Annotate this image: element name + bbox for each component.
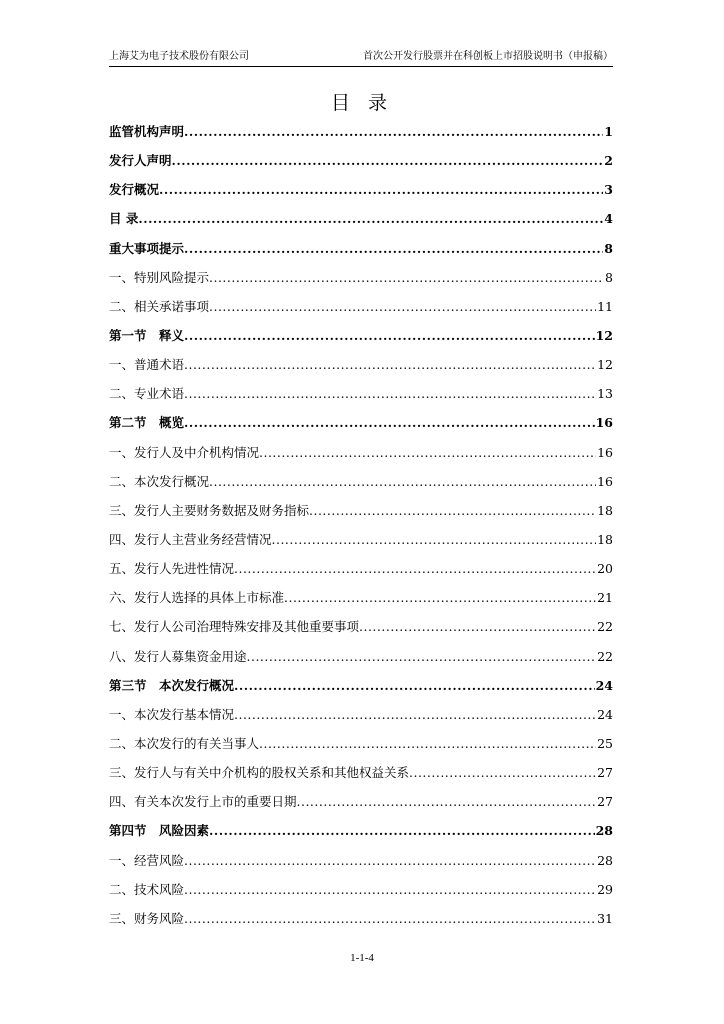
toc-entry-label: 一、本次发行基本情况 xyxy=(109,706,235,722)
toc-leader-dots xyxy=(184,241,603,256)
toc-leader-dots xyxy=(184,415,595,430)
toc-entry[interactable] xyxy=(109,151,613,180)
toc-leader-dots xyxy=(409,765,596,780)
toc-entry-page: 27 xyxy=(597,765,613,781)
toc-leader-dots xyxy=(234,561,596,576)
toc-entry-label: 二、专业术语 xyxy=(109,386,185,402)
toc-entry-label: 六、发行人选择的具体上市标准 xyxy=(109,590,285,606)
toc-entry-page: 29 xyxy=(597,881,613,897)
toc-entry-page: 2 xyxy=(604,153,613,169)
toc-leader-dots xyxy=(259,736,596,751)
toc-entry-page: 12 xyxy=(597,357,613,373)
toc-entry-label: 一、普通术语 xyxy=(109,357,185,373)
page-title: 目 录 xyxy=(330,92,394,114)
toc-entry[interactable] xyxy=(109,443,613,472)
toc-entry-page: 24 xyxy=(595,677,613,693)
toc-leader-dots xyxy=(209,474,596,489)
toc-entry-label: 目 录 xyxy=(109,211,139,227)
toc-entry-label: 发行人声明 xyxy=(109,153,172,169)
toc-leader-dots xyxy=(184,357,596,372)
toc-entry-label: 三、财务风险 xyxy=(109,910,185,926)
toc-entry-label: 四、有关本次发行上市的重要日期 xyxy=(109,794,297,810)
toc-leader-dots xyxy=(184,882,596,897)
toc-entry-label: 二、相关承诺事项 xyxy=(109,298,210,314)
toc-entry-label: 第一节 释义 xyxy=(109,327,185,343)
table-of-contents xyxy=(109,122,613,938)
toc-entry[interactable] xyxy=(109,851,613,880)
toc-entry-label: 八、发行人募集资金用途 xyxy=(109,648,247,664)
toc-leader-dots xyxy=(234,678,595,693)
page-header xyxy=(109,50,613,67)
header-company: 上海艾为电子技术股份有限公司 xyxy=(109,51,249,62)
toc-entry-page: 24 xyxy=(597,706,613,722)
toc-entry[interactable] xyxy=(109,647,613,676)
toc-entry[interactable] xyxy=(109,180,613,209)
toc-entry-label: 监管机构声明 xyxy=(109,124,185,139)
toc-leader-dots xyxy=(172,153,604,168)
toc-entry-label: 重大事项提示 xyxy=(109,240,185,256)
toc-entry-label: 七、发行人公司治理特殊安排及其他重要事项 xyxy=(109,619,360,635)
toc-entry-page: 28 xyxy=(597,852,613,868)
toc-entry-page: 8 xyxy=(604,240,613,256)
toc-entry[interactable] xyxy=(109,734,613,763)
toc-entry-label: 发行概况 xyxy=(109,182,160,198)
toc-entry[interactable] xyxy=(109,792,613,821)
page-number: 1-1-4 xyxy=(350,952,374,964)
toc-leader-dots xyxy=(309,503,596,518)
toc-entry[interactable] xyxy=(109,122,613,151)
toc-leader-dots xyxy=(247,649,597,664)
toc-entry[interactable] xyxy=(109,821,613,850)
toc-leader-dots xyxy=(209,270,604,285)
toc-leader-dots xyxy=(184,124,603,139)
toc-entry[interactable] xyxy=(109,239,613,268)
toc-entry[interactable] xyxy=(109,530,613,559)
toc-entry-label: 第三节 本次发行概况 xyxy=(109,677,235,693)
toc-entry-page: 20 xyxy=(597,561,613,577)
toc-entry-page: 4 xyxy=(604,211,613,227)
toc-entry-label: 一、经营风险 xyxy=(109,852,185,868)
toc-leader-dots xyxy=(159,182,603,197)
toc-entry[interactable] xyxy=(109,559,613,588)
toc-leader-dots xyxy=(272,532,597,547)
toc-entry[interactable] xyxy=(109,880,613,909)
toc-entry-page: 13 xyxy=(597,386,613,402)
toc-entry-page: 22 xyxy=(597,648,613,664)
toc-entry-page: 21 xyxy=(597,590,613,606)
toc-entry[interactable] xyxy=(109,413,613,442)
toc-entry-page: 18 xyxy=(597,531,613,547)
toc-leader-dots xyxy=(184,911,596,926)
toc-entry[interactable] xyxy=(109,384,613,413)
toc-entry-page: 31 xyxy=(597,910,613,926)
toc-entry-page: 18 xyxy=(597,502,613,518)
toc-entry[interactable] xyxy=(109,326,613,355)
toc-entry[interactable] xyxy=(109,588,613,617)
toc-entry-page: 27 xyxy=(597,794,613,810)
toc-leader-dots xyxy=(297,794,597,809)
toc-entry-page: 8 xyxy=(605,269,613,285)
toc-entry[interactable] xyxy=(109,617,613,646)
toc-leader-dots xyxy=(184,328,595,343)
toc-entry-label: 三、发行人主要财务数据及财务指标 xyxy=(109,502,310,518)
toc-leader-dots xyxy=(234,707,596,722)
toc-entry-page: 12 xyxy=(595,327,613,343)
toc-entry[interactable] xyxy=(109,268,613,297)
toc-leader-dots xyxy=(209,299,596,314)
toc-entry-label: 一、特别风险提示 xyxy=(109,269,210,285)
toc-entry[interactable] xyxy=(109,355,613,384)
toc-entry-label: 五、发行人先进性情况 xyxy=(109,561,235,577)
toc-entry-label: 一、发行人及中介机构情况 xyxy=(109,444,260,460)
toc-entry[interactable] xyxy=(109,909,613,938)
toc-entry-page: 28 xyxy=(595,823,613,839)
toc-entry[interactable] xyxy=(109,472,613,501)
toc-entry-page: 25 xyxy=(597,735,613,751)
toc-entry-label: 二、技术风险 xyxy=(109,881,185,897)
toc-entry-page: 22 xyxy=(597,619,613,635)
toc-leader-dots xyxy=(359,619,596,634)
toc-entry-page: 1 xyxy=(604,124,613,139)
toc-entry-page: 16 xyxy=(597,473,613,489)
toc-entry[interactable] xyxy=(109,297,613,326)
toc-entry-label: 二、本次发行的有关当事人 xyxy=(109,735,260,751)
toc-entry-label: 四、发行人主营业务经营情况 xyxy=(109,531,272,547)
toc-entry[interactable] xyxy=(109,763,613,792)
toc-leader-dots xyxy=(184,386,596,401)
toc-entry[interactable] xyxy=(109,705,613,734)
toc-entry-page: 16 xyxy=(597,444,613,460)
toc-entry[interactable] xyxy=(109,501,613,530)
toc-leader-dots xyxy=(184,853,596,868)
toc-entry-label: 第四节 风险因素 xyxy=(109,823,210,839)
toc-entry-page: 16 xyxy=(595,415,613,431)
toc-entry-label: 第二节 概览 xyxy=(109,415,185,431)
toc-entry-page: 3 xyxy=(604,182,613,198)
toc-leader-dots xyxy=(259,445,596,460)
toc-leader-dots xyxy=(138,211,603,226)
header-document-title: 首次公开发行股票并在科创板上市招股说明书（申报稿） xyxy=(363,51,613,62)
toc-entry[interactable] xyxy=(109,209,613,238)
toc-entry-label: 二、本次发行概况 xyxy=(109,473,210,489)
toc-leader-dots xyxy=(284,590,596,605)
toc-entry[interactable] xyxy=(109,676,613,705)
toc-entry-page: 11 xyxy=(597,298,613,314)
toc-entry-label: 三、发行人与有关中介机构的股权关系和其他权益关系 xyxy=(109,765,410,781)
toc-leader-dots xyxy=(209,823,595,838)
